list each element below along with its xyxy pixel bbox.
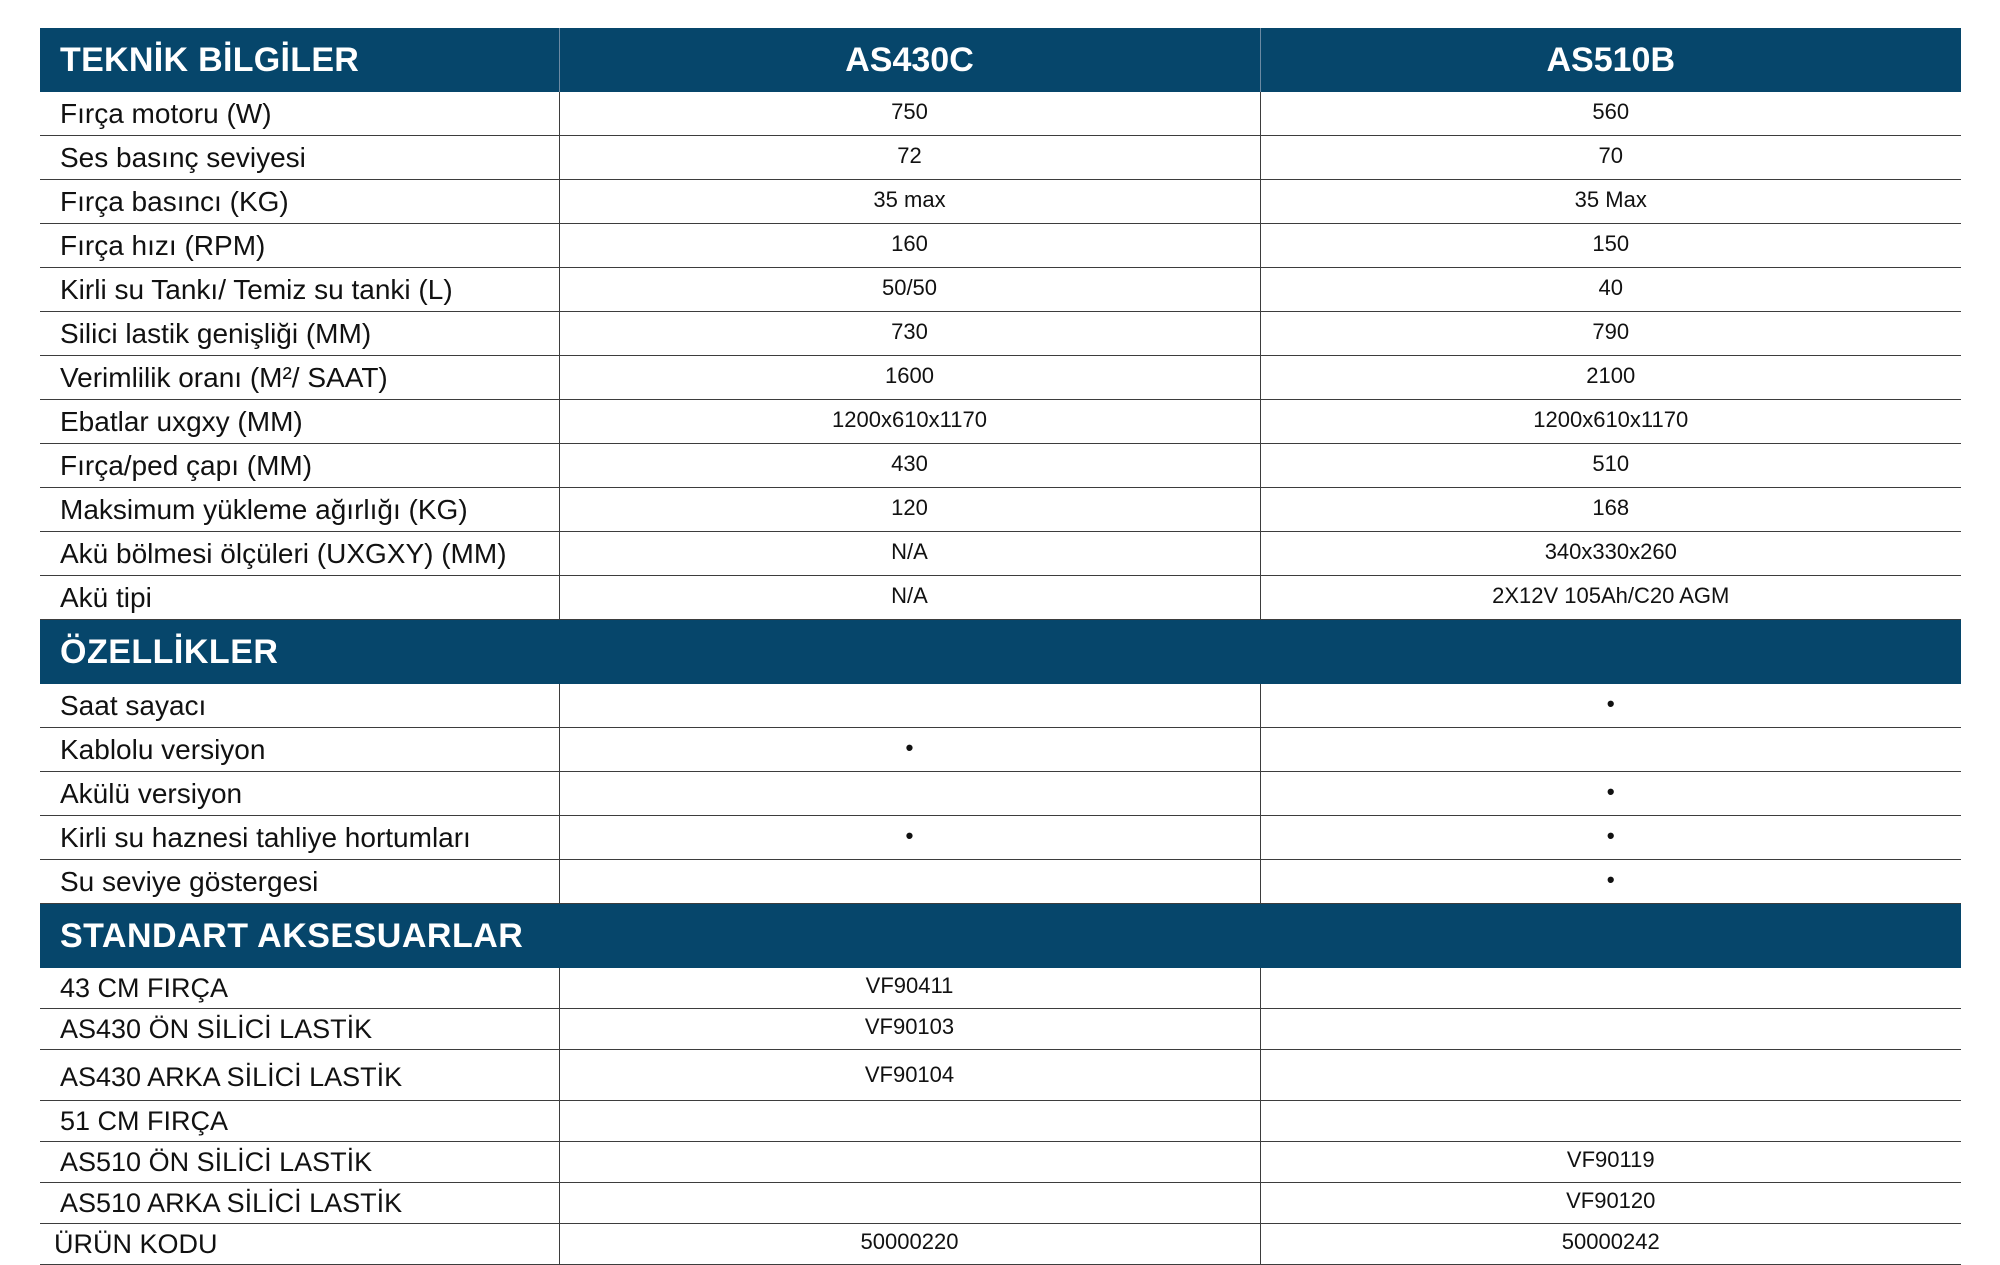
as430c-value: VF90411 <box>559 968 1260 1009</box>
table-row <box>40 1050 1961 1101</box>
as510b-product-code: 50000242 <box>1260 1224 1961 1265</box>
row-label: AS430 ARKA SİLİCİ LASTİK <box>40 1050 559 1101</box>
technical-title: TEKNİK BİLGİLER <box>40 28 559 92</box>
row-label: Akülü versiyon <box>40 772 559 816</box>
as510b-value: 2100 <box>1260 356 1961 400</box>
features-title: ÖZELLİKLER <box>40 620 1961 685</box>
as510b-value: 70 <box>1260 136 1961 180</box>
row-label: 43 CM FIRÇA <box>40 968 559 1009</box>
as510b-value: 510 <box>1260 444 1961 488</box>
as510b-value <box>1260 968 1961 1009</box>
as510b-bullet: • <box>1260 860 1961 904</box>
as430c-value: 120 <box>559 488 1260 532</box>
table-row <box>40 400 1961 444</box>
row-label: Kirli su haznesi tahliye hortumları <box>40 816 559 860</box>
table-row <box>40 532 1961 576</box>
as430c-bullet: • <box>559 728 1260 772</box>
row-label: Verimlilik oranı (M²/ SAAT) <box>40 356 559 400</box>
row-label: AS430 ÖN SİLİCİ LASTİK <box>40 1009 559 1050</box>
as430c-value: 35 max <box>559 180 1260 224</box>
as430c-value: N/A <box>559 576 1260 620</box>
spec-sheet <box>40 28 1961 1265</box>
as510b-value: VF90119 <box>1260 1142 1961 1183</box>
as510b-value <box>1260 1009 1961 1050</box>
row-label: Akü bölmesi ölçüleri (UXGXY) (MM) <box>40 532 559 576</box>
table-row <box>40 1142 1961 1183</box>
table-row <box>40 180 1961 224</box>
table-row <box>40 92 1961 136</box>
as510b-bullet: • <box>1260 772 1961 816</box>
row-label: Saat sayacı <box>40 684 559 728</box>
as430c-bullet: • <box>559 816 1260 860</box>
as510b-bullet <box>1260 728 1961 772</box>
row-label: AS510 ARKA SİLİCİ LASTİK <box>40 1183 559 1224</box>
as430c-value <box>559 1101 1260 1142</box>
as430c-value: 72 <box>559 136 1260 180</box>
table-row <box>40 860 1961 904</box>
as510b-bullet: • <box>1260 684 1961 728</box>
as430c-value: 750 <box>559 92 1260 136</box>
table-row <box>40 968 1961 1009</box>
as510b-value: 1200x610x1170 <box>1260 400 1961 444</box>
as430c-value: VF90104 <box>559 1050 1260 1101</box>
table-row <box>40 136 1961 180</box>
table-row <box>40 312 1961 356</box>
model-as430c-header: AS430C <box>559 28 1260 92</box>
as510b-value: 340x330x260 <box>1260 532 1961 576</box>
as430c-value: VF90103 <box>559 1009 1260 1050</box>
table-row <box>40 356 1961 400</box>
as430c-value: 730 <box>559 312 1260 356</box>
table-row <box>40 444 1961 488</box>
table-row <box>40 1183 1961 1224</box>
row-label: Silici lastik genişliği (MM) <box>40 312 559 356</box>
row-label: AS510 ÖN SİLİCİ LASTİK <box>40 1142 559 1183</box>
as510b-bullet: • <box>1260 816 1961 860</box>
table-row <box>40 576 1961 620</box>
as510b-value: 560 <box>1260 92 1961 136</box>
features-section-header <box>40 620 1961 685</box>
as430c-value <box>559 1183 1260 1224</box>
product-code-row <box>40 1224 1961 1265</box>
as430c-bullet <box>559 860 1260 904</box>
as430c-bullet <box>559 684 1260 728</box>
row-label: Ebatlar uxgxy (MM) <box>40 400 559 444</box>
as510b-value: 2X12V 105Ah/C20 AGM <box>1260 576 1961 620</box>
as430c-value: N/A <box>559 532 1260 576</box>
as510b-value <box>1260 1101 1961 1142</box>
as430c-value: 430 <box>559 444 1260 488</box>
table-header <box>40 28 1961 92</box>
row-label: Fırça basıncı (KG) <box>40 180 559 224</box>
row-label: Kirli su Tankı/ Temiz su tanki (L) <box>40 268 559 312</box>
row-label: Su seviye göstergesi <box>40 860 559 904</box>
as510b-value: 790 <box>1260 312 1961 356</box>
as430c-product-code: 50000220 <box>559 1224 1260 1265</box>
as510b-value: 40 <box>1260 268 1961 312</box>
spec-table <box>40 28 1961 1265</box>
table-row <box>40 488 1961 532</box>
as510b-value: VF90120 <box>1260 1183 1961 1224</box>
table-row <box>40 268 1961 312</box>
as430c-value: 50/50 <box>559 268 1260 312</box>
as510b-value: 35 Max <box>1260 180 1961 224</box>
table-row <box>40 1009 1961 1050</box>
table-row <box>40 1101 1961 1142</box>
row-label: 51 CM FIRÇA <box>40 1101 559 1142</box>
as510b-value: 168 <box>1260 488 1961 532</box>
as430c-bullet <box>559 772 1260 816</box>
table-row <box>40 816 1961 860</box>
accessories-title: STANDART AKSESUARLAR <box>40 904 1961 969</box>
table-row <box>40 772 1961 816</box>
row-label: Ses basınç seviyesi <box>40 136 559 180</box>
as430c-value: 160 <box>559 224 1260 268</box>
row-label: Akü tipi <box>40 576 559 620</box>
as510b-value: 150 <box>1260 224 1961 268</box>
row-label: Maksimum yükleme ağırlığı (KG) <box>40 488 559 532</box>
as510b-value <box>1260 1050 1961 1101</box>
table-row <box>40 224 1961 268</box>
row-label: Fırça hızı (RPM) <box>40 224 559 268</box>
row-label: Kablolu versiyon <box>40 728 559 772</box>
as430c-value: 1600 <box>559 356 1260 400</box>
table-row <box>40 728 1961 772</box>
row-label: Fırça motoru (W) <box>40 92 559 136</box>
row-label: Fırça/ped çapı (MM) <box>40 444 559 488</box>
model-as510b-header: AS510B <box>1260 28 1961 92</box>
product-code-label: ÜRÜN KODU <box>40 1224 559 1265</box>
table-row <box>40 684 1961 728</box>
as430c-value: 1200x610x1170 <box>559 400 1260 444</box>
accessories-section-header <box>40 904 1961 969</box>
as430c-value <box>559 1142 1260 1183</box>
